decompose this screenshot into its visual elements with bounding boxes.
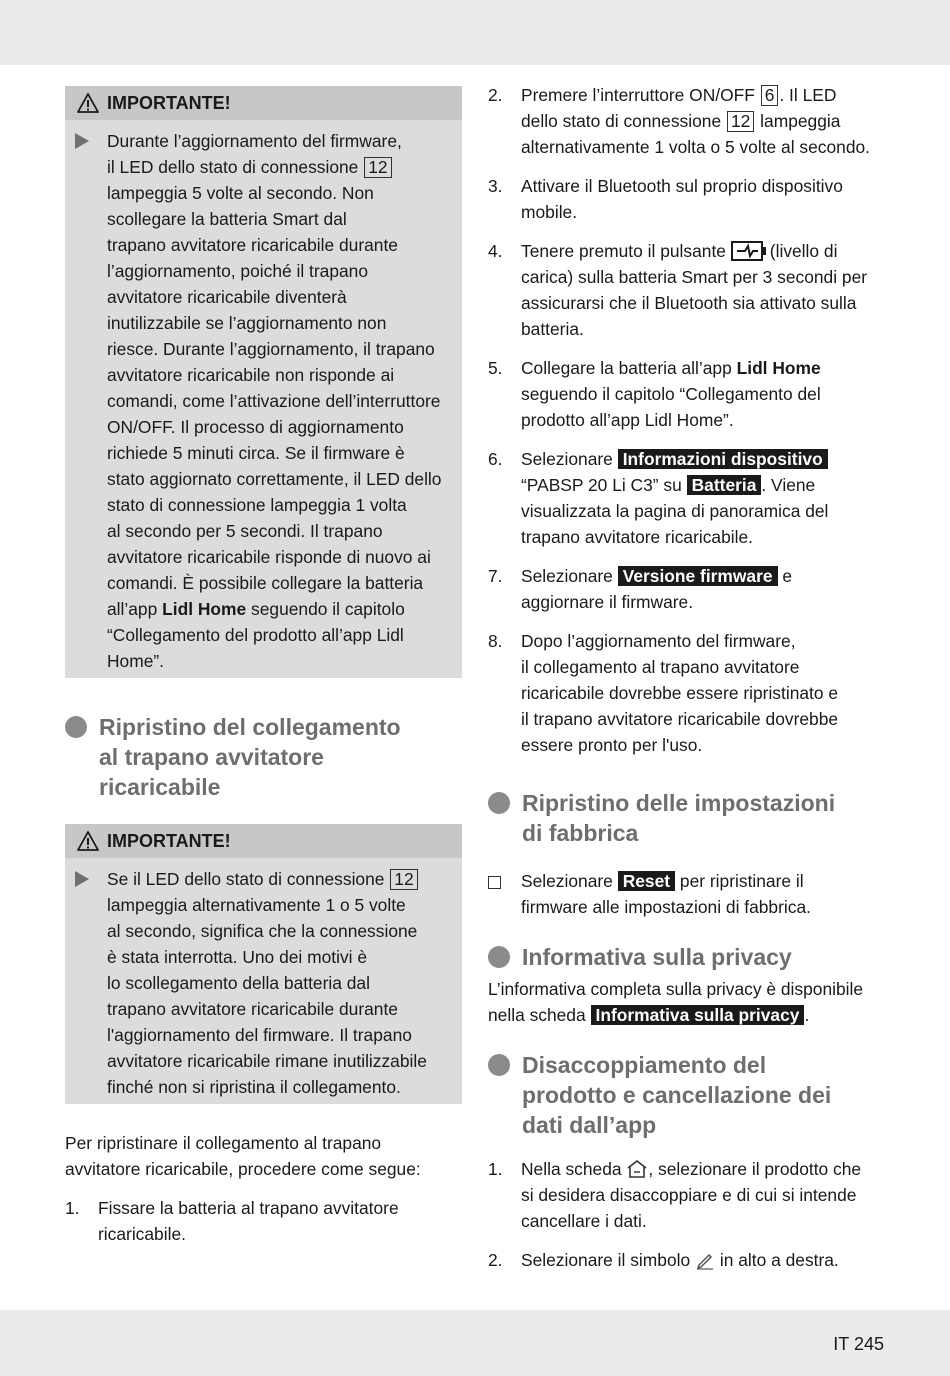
left-column [65, 86, 462, 1247]
step-item: 4. Tenere premuto il pulsante (livello di carica) sulla batteria Smart per 3 secondi per assicurarsi che il Bluetooth sia attivato sulla batteria. [488, 238, 888, 342]
text-line: all’app Lidl Home seguendo il capitolo [107, 599, 405, 619]
footer-band [0, 1310, 950, 1376]
bullet-dot-icon [488, 1054, 510, 1076]
step-item: 1. Fissare la batteria al trapano avvitatore ricaricabile. [65, 1195, 462, 1247]
play-arrow-icon [75, 871, 89, 887]
text-line: riesce. Durante l’aggiornamento, il trapano [107, 339, 435, 359]
text-line: comandi, come l’attivazione dell’interruttore [107, 391, 441, 411]
step-item: 7. Selezionare Versione firmware e aggiornare il firmware. [488, 563, 888, 615]
ui-label-highlight: Versione firmware [618, 566, 778, 586]
step-number: 2. [488, 85, 503, 105]
text-line: trapano avvitatore ricaricabile durante [107, 235, 398, 255]
text-line: l’aggiornamento, poiché il trapano [107, 261, 369, 281]
step-item: 8. Dopo l’aggiornamento del firmware, il collegamento al trapano avvitatore ricaricabile dovrebbe essere ripristinato e il trapano avvitatore ricaricabile dovrebbe essere pronto per l'uso. [488, 628, 888, 758]
ui-label-highlight: Informativa sulla privacy [591, 1005, 805, 1025]
step-number: 1. [488, 1159, 503, 1179]
section-heading: Ripristino del collegamento al trapano avvitatore ricaricabile [65, 712, 462, 802]
step-number: 6. [488, 449, 503, 469]
text-line: lampeggia 5 volte al secondo. Non [107, 183, 374, 203]
step-item: 6. Selezionare Informazioni dispositivo “PABSP 20 Li C3” su Batteria . Viene visualizzata la pagina di panoramica del trapano avvitatore ricaricabile. [488, 446, 888, 550]
text-line: Durante l’aggiornamento del firmware, [107, 131, 402, 151]
text-line: lo scollegamento della batteria dal [107, 973, 370, 993]
pencil-icon [695, 1250, 715, 1270]
important-notice-box [65, 824, 462, 1104]
ui-label-highlight: Informazioni dispositivo [618, 449, 828, 469]
ref-number: 12 [727, 111, 754, 132]
step-item: 2. Premere l’interruttore ON/OFF 6 . Il LED dello stato di connessione 12 lampeggia alternativamente 1 volta o 5 volte al secondo. [488, 82, 888, 160]
step-number: 5. [488, 358, 503, 378]
text-line: stato aggiornato correttamente, il LED dello [107, 469, 442, 489]
privacy-paragraph: L’informativa completa sulla privacy è disponibile nella scheda Informativa sulla privacy . [488, 979, 864, 1025]
ref-number: 6 [761, 85, 779, 106]
text-line: lampeggia alternativamente 1 o 5 volte [107, 895, 406, 915]
notice-title: IMPORTANTE! [107, 93, 231, 113]
important-notice-box [65, 86, 462, 678]
step-item: 5. Collegare la batteria all’app Lidl Home seguendo il capitolo “Collegamento del prodotto all’app Lidl Home”. [488, 355, 888, 433]
page-number: IT 245 [833, 1334, 884, 1354]
text-line: avvitatore ricaricabile rimane inutilizzabile [107, 1051, 427, 1071]
step-number: 8. [488, 631, 503, 651]
step-number: 7. [488, 566, 503, 586]
section-heading: Disaccoppiamento del prodotto e cancellazione dei dati dall’app [488, 1050, 888, 1140]
step-number: 1. [65, 1198, 80, 1218]
section-heading: Ripristino delle impostazioni di fabbrica [488, 788, 888, 848]
right-column [488, 82, 888, 1273]
warning-icon [77, 93, 99, 113]
intro-paragraph: Per ripristinare il collegamento al trapano avvitatore ricaricabile, procedere come segue: [65, 1133, 421, 1179]
notice-header [65, 824, 462, 858]
text-line: Home”. [107, 651, 165, 671]
home-icon [626, 1158, 648, 1180]
step-item: 1. Nella scheda , selezionare il prodotto che si desidera disaccoppiare e di cui si intende cancellare i dati. [488, 1156, 888, 1234]
text-line: è stata interrotta. Uno dei motivi è [107, 947, 368, 967]
header-band [0, 0, 950, 65]
text-line: stato di connessione lampeggia 1 volta [107, 495, 407, 515]
text-line: scollegare la batteria Smart dal [107, 209, 347, 229]
notice-body [65, 120, 462, 678]
ref-number: 12 [364, 157, 391, 178]
step-number: 4. [488, 241, 503, 261]
text-line: avvitatore ricaricabile non risponde ai [107, 365, 395, 385]
text-line: il LED dello stato di connessione 12 [107, 154, 441, 180]
text-line: comandi. È possibile collegare la batteria [107, 573, 424, 593]
ref-number: 12 [390, 869, 417, 890]
notice-title: IMPORTANTE! [107, 831, 231, 851]
notice-header [65, 86, 462, 120]
bullet-dot-icon [65, 716, 87, 738]
text-line: l'aggiornamento del firmware. Il trapano [107, 1025, 412, 1045]
text-line: al secondo, significa che la connessione [107, 921, 418, 941]
ui-label-highlight: Reset [618, 871, 675, 891]
step-item: 2. Selezionare il simbolo in alto a destra. [488, 1247, 888, 1273]
ui-label-highlight: Batteria [687, 475, 762, 495]
text-line: inutilizzabile se l’aggiornamento non [107, 313, 387, 333]
step-number: 3. [488, 176, 503, 196]
text-line: finché non si ripristina il collegamento. [107, 1077, 401, 1097]
play-arrow-icon [75, 133, 89, 149]
bullet-dot-icon [488, 946, 510, 968]
text-line: avvitatore ricaricabile risponde di nuovo ai [107, 547, 431, 567]
step-number: 2. [488, 1250, 503, 1270]
text-line: “Collegamento del prodotto all’app Lidl [107, 625, 404, 645]
step-item: 3. Attivare il Bluetooth sul proprio dispositivo mobile. [488, 173, 888, 225]
section-heading: Informativa sulla privacy [488, 942, 888, 972]
text-line: trapano avvitatore ricaricabile durante [107, 999, 398, 1019]
notice-body [65, 858, 462, 1104]
checkbox-icon [488, 876, 501, 889]
text-line: al secondo per 5 secondi. Il trapano [107, 521, 383, 541]
text-line: Se il LED dello stato di connessione 12 [107, 866, 427, 892]
battery-charge-icon [731, 240, 767, 262]
text-line: richiede 5 minuti circa. Se il firmware è [107, 443, 405, 463]
checkbox-item: Selezionare Reset per ripristinare il firmware alle impostazioni di fabbrica. [488, 868, 888, 920]
warning-icon [77, 831, 99, 851]
bullet-dot-icon [488, 792, 510, 814]
text-line: avvitatore ricaricabile diventerà [107, 287, 347, 307]
text-line: ON/OFF. Il processo di aggiornamento [107, 417, 404, 437]
